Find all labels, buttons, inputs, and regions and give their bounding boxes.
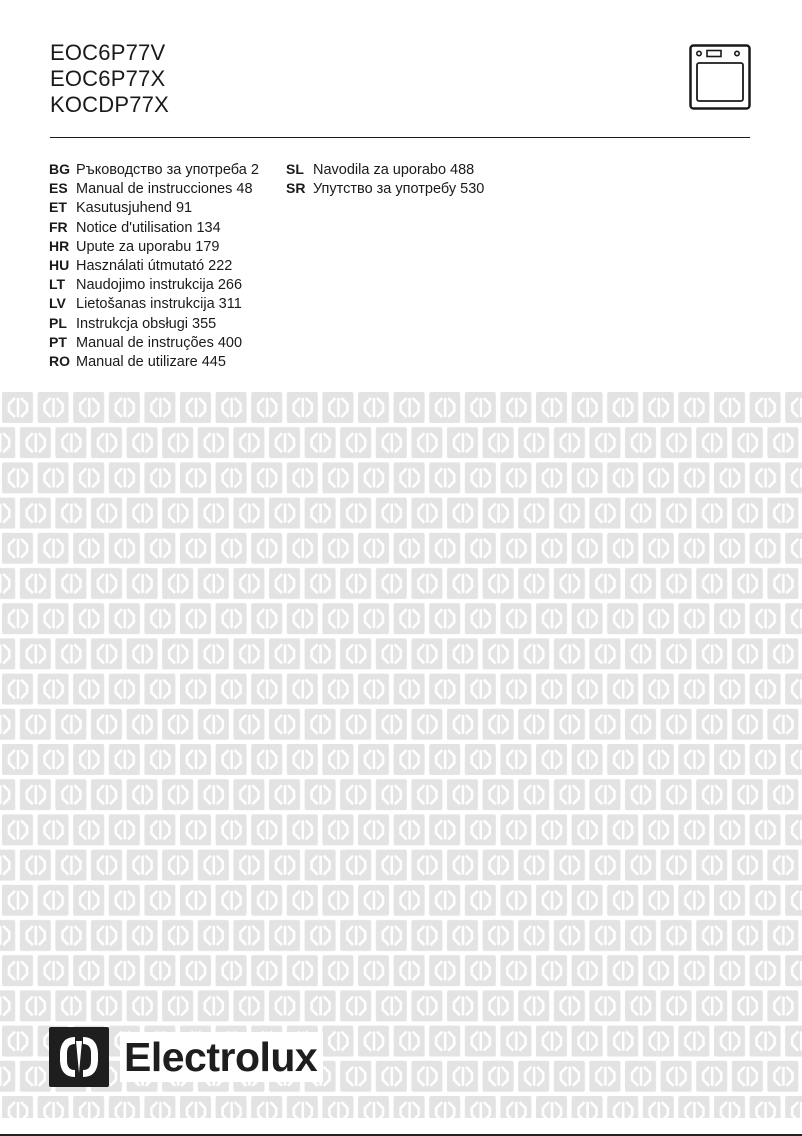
language-code: LV xyxy=(49,295,66,312)
language-code: ES xyxy=(49,180,68,197)
language-item[interactable] xyxy=(49,218,259,237)
language-item[interactable] xyxy=(49,352,259,371)
language-code: FR xyxy=(49,218,68,235)
language-code: PL xyxy=(49,314,67,331)
language-manual: Manual de instruções 400 xyxy=(76,334,243,351)
language-list xyxy=(49,160,259,371)
language-code: HR xyxy=(49,237,70,254)
oven-icon xyxy=(689,44,751,115)
language-item[interactable] xyxy=(49,179,259,198)
model-number: KOCDP77X xyxy=(50,92,169,117)
language-manual: Упутство за употребу 530 xyxy=(313,181,485,198)
divider xyxy=(50,137,750,138)
logo-pattern-background xyxy=(0,390,802,1118)
language-manual: Navodila za uporabo 488 xyxy=(313,162,475,178)
language-item[interactable] xyxy=(49,333,259,352)
language-item[interactable] xyxy=(49,294,259,313)
language-item[interactable] xyxy=(286,160,484,179)
language-item[interactable] xyxy=(49,160,259,179)
language-item[interactable] xyxy=(49,237,259,256)
language-code: SR xyxy=(286,180,306,197)
language-manual: Upute za uporabu 179 xyxy=(76,238,220,255)
language-code: HU xyxy=(49,256,70,273)
language-manual: Naudojimo instrukcija 266 xyxy=(76,277,243,294)
language-item[interactable] xyxy=(286,179,484,198)
language-manual: Manual de instrucciones 48 xyxy=(76,181,253,198)
brand-name: Electrolux xyxy=(120,1032,323,1082)
language-manual: Instrukcja obsługi 355 xyxy=(76,315,217,332)
language-code: RO xyxy=(49,352,70,369)
language-manual: Használati útmutató 222 xyxy=(76,257,233,274)
model-number: EOC6P77X xyxy=(50,66,166,91)
model-number: EOC6P77V xyxy=(50,40,166,65)
language-code: SL xyxy=(286,161,304,177)
language-manual: Notice d'utilisation 134 xyxy=(76,219,221,236)
language-code: BG xyxy=(49,161,70,177)
language-item[interactable] xyxy=(49,256,259,275)
language-code: ET xyxy=(49,199,67,216)
language-code: PT xyxy=(49,333,67,350)
language-manual: Manual de utilizare 445 xyxy=(76,353,226,370)
model-list xyxy=(50,40,169,118)
language-item[interactable] xyxy=(49,314,259,333)
electrolux-logo-icon xyxy=(49,1027,109,1087)
language-manual: Kasutusjuhend 91 xyxy=(76,200,193,217)
language-manual: Lietošanas instrukcija 311 xyxy=(76,296,242,313)
language-list xyxy=(286,160,484,198)
language-item[interactable] xyxy=(49,275,259,294)
language-code: LT xyxy=(49,276,66,293)
language-manual: Ръководство за употреба 2 xyxy=(76,162,259,178)
language-item[interactable] xyxy=(49,198,259,217)
